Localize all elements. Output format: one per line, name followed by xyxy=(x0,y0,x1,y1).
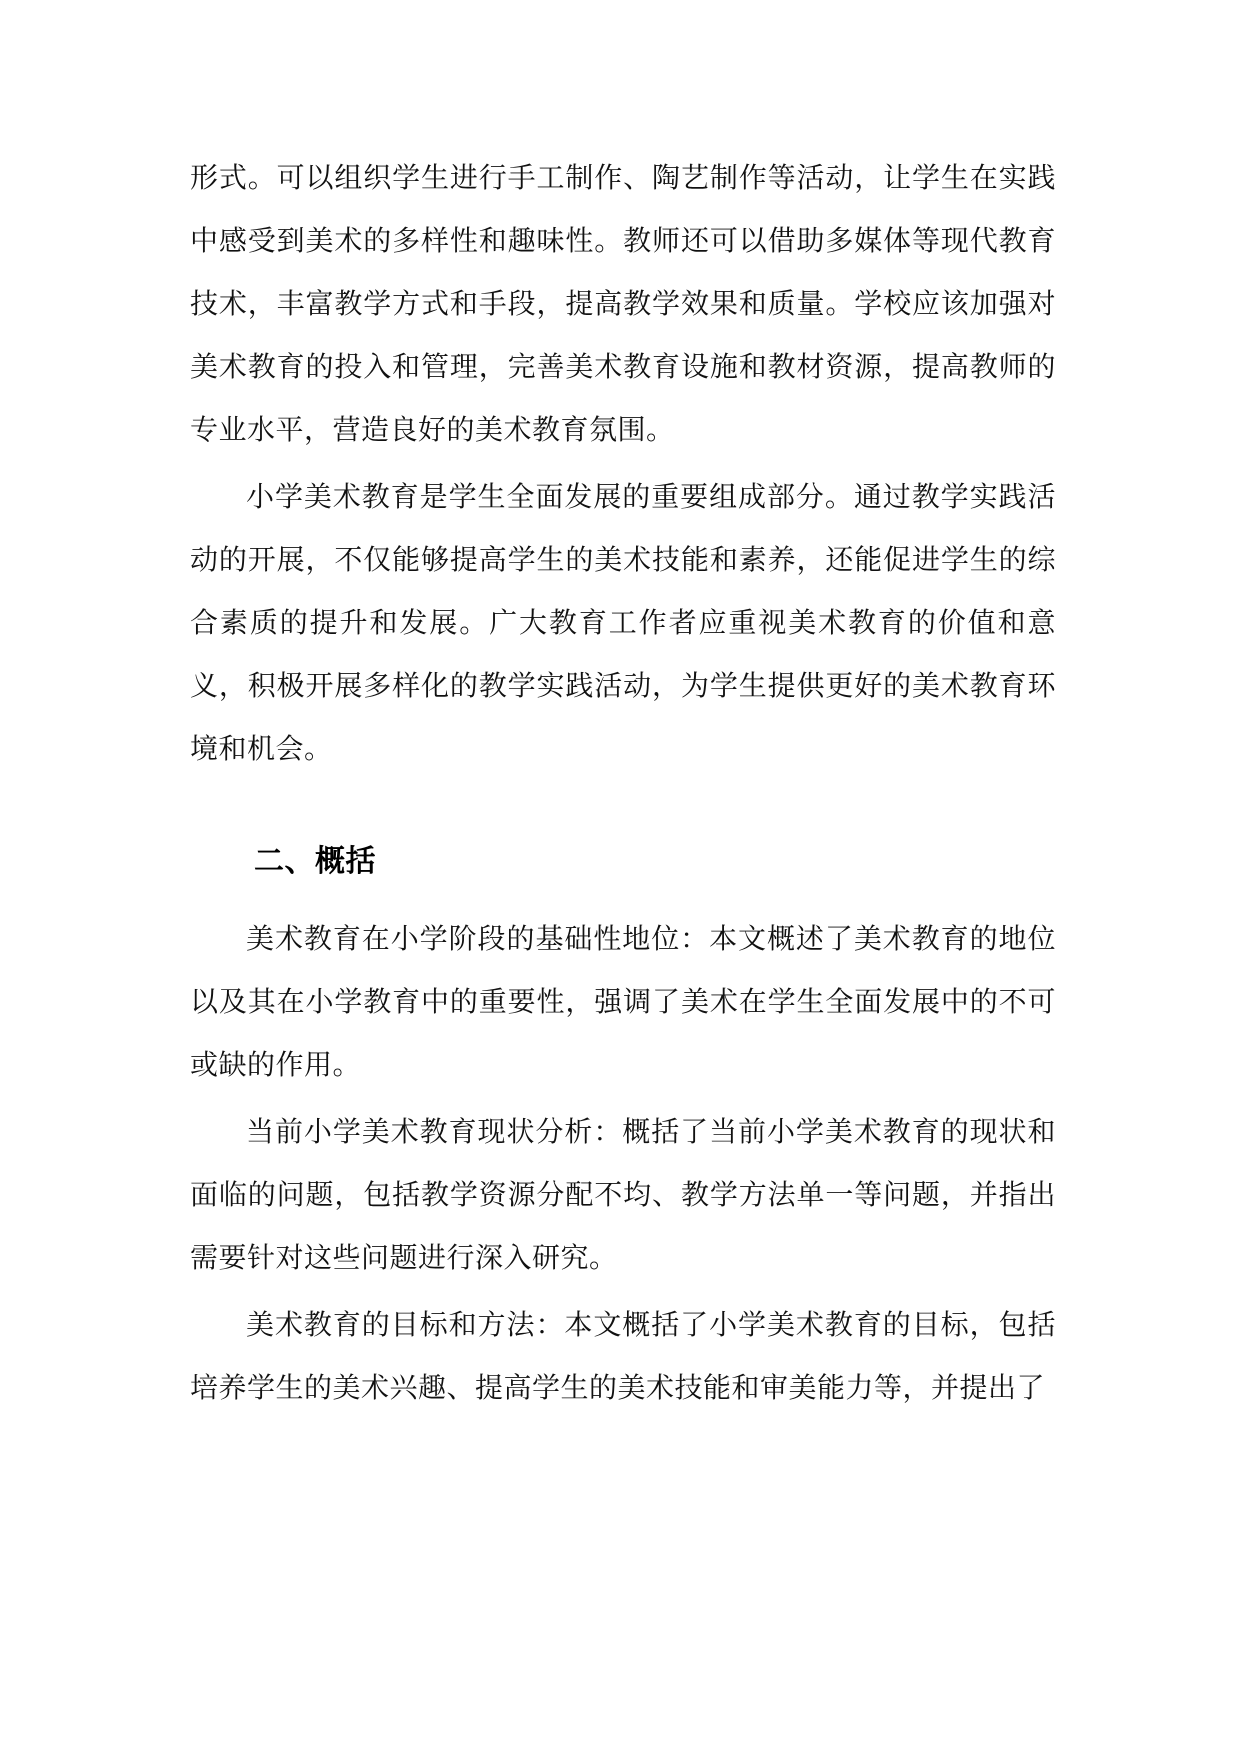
paragraph-continued-from-previous-page: 形式。可以组织学生进行手工制作、陶艺制作等活动，让学生在实践中感受到美术的多样性和趣味性。教师还可以借助多媒体等现代教育技术，丰富教学方式和手段，提高教学效果和质量。学校应该加强对美术教育的投入和管理，完善美术教育设施和教材资源，提高教师的专业水平，营造良好的美术教育氛围。 xyxy=(190,161,1056,446)
paragraph-foundational-status: 美术教育在小学阶段的基础性地位：本文概述了美术教育的地位以及其在小学教育中的重要性，强调了美术在学生全面发展中的不可或缺的作用。 xyxy=(190,922,1056,1081)
paragraph-current-status-analysis: 当前小学美术教育现状分析：概括了当前小学美术教育的现状和面临的问题，包括教学资源分配不均、教学方法单一等问题，并指出需要针对这些问题进行深入研究。 xyxy=(190,1115,1056,1274)
paragraph-goals-and-methods: 美术教育的目标和方法：本文概括了小学美术教育的目标，包括培养学生的美术兴趣、提高学生的美术技能和审美能力等，并提出了 xyxy=(190,1308,1056,1404)
document-body xyxy=(190,146,1056,1423)
section-heading: 二、概括 xyxy=(254,844,376,879)
paragraph-summary: 小学美术教育是学生全面发展的重要组成部分。通过教学实践活动的开展，不仅能够提高学生的美术技能和素养，还能促进学生的综合素质的提升和发展。广大教育工作者应重视美术教育的价值和意义，积极开展多样化的教学实践活动，为学生提供更好的美术教育环境和机会。 xyxy=(190,480,1056,765)
